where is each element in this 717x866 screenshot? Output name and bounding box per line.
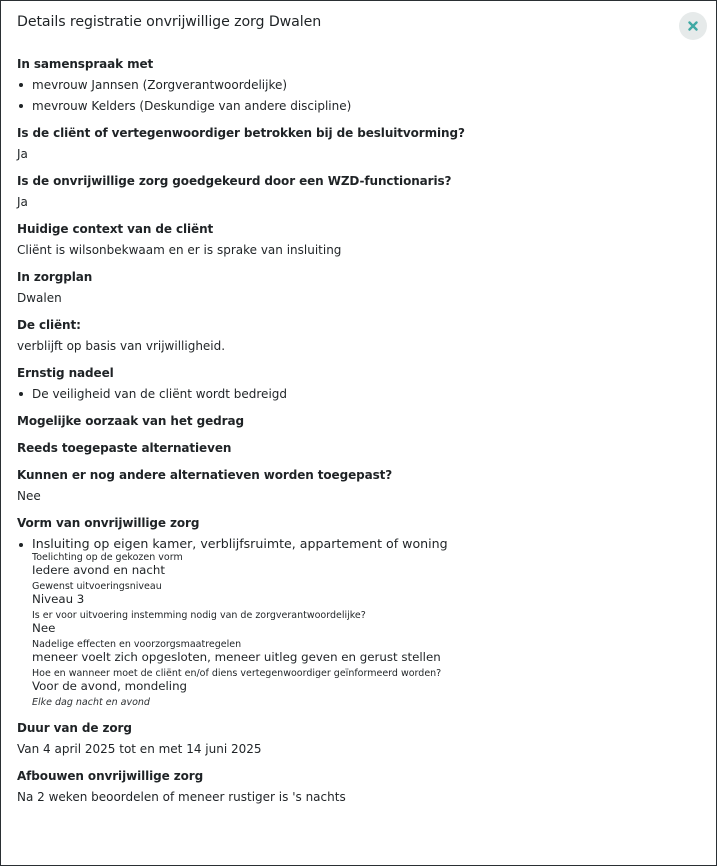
vorm-item [17,536,677,709]
section-label: Huidige context van de cliënt [17,222,214,236]
close-icon [688,21,698,31]
section-goedgekeurd [17,173,677,210]
detail-label: Nadelige effecten en voorzorgsmaatregelen [32,639,242,650]
section-samenspraak [17,56,677,114]
detail-value: Voor de avond, mondeling [32,679,188,693]
section-value: Ja [17,195,28,209]
section-value: Van 4 april 2025 tot en met 14 juni 2025 [17,742,262,756]
detail-nadelige-effecten [32,639,677,664]
section-afbouwen [17,768,677,805]
section-zorgplan [17,269,677,306]
section-value: verblijft op basis van vrijwilligheid. [17,339,226,353]
detail-value: meneer voelt zich opgesloten, meneer uitleg geven en gerust stellen [32,650,441,664]
vorm-title: Insluiting op eigen kamer, verblijfsruimte, appartement of woning [32,536,448,551]
section-label: Reeds toegepaste alternatieven [17,441,232,455]
detail-informeren [32,668,677,693]
bullet-icon [19,104,23,108]
section-label: Duur van de zorg [17,721,132,735]
detail-label: Is er voor uitvoering instemming nodig van de zorgverantwoordelijke? [32,610,366,621]
detail-uitvoeringsniveau [32,581,677,606]
close-button[interactable] [679,12,707,40]
section-oorzaak [17,413,677,429]
modal-title: Details registratie onvrijwillige zorg Dwalen [17,14,322,30]
list-item-text: mevrouw Kelders (Deskundige van andere discipline) [32,99,352,113]
section-label: Mogelijke oorzaak van het gedrag [17,414,244,428]
section-label: Vorm van onvrijwillige zorg [17,516,200,530]
section-label: De cliënt: [17,318,81,332]
detail-note: Elke dag nacht en avond [32,697,150,708]
detail-instemming [32,610,677,635]
nadeel-list [17,386,677,402]
list-item [17,98,677,114]
section-betrokken [17,125,677,162]
detail-value: Niveau 3 [32,592,85,606]
detail-toelichting [32,552,677,577]
section-label: Is de cliënt of vertegenwoordiger betrokken bij de besluitvorming? [17,126,465,140]
list-item [17,386,677,402]
section-nadeel [17,365,677,402]
section-client [17,317,677,354]
section-label: In zorgplan [17,270,93,284]
samenspraak-list [17,77,677,114]
bullet-icon [19,392,23,396]
list-item-text: De veiligheid van de cliënt wordt bedreigd [32,387,288,401]
section-vorm [17,515,677,709]
section-value: Cliënt is wilsonbekwaam en er is sprake van insluiting [17,243,342,257]
detail-label: Hoe en wanneer moet de cliënt en/of diens vertegenwoordiger geïnformeerd worden? [32,668,442,679]
detail-label: Gewenst uitvoeringsniveau [32,581,162,592]
detail-label: Toelichting op de gekozen vorm [32,552,183,563]
section-value: Na 2 weken beoordelen of meneer rustiger is 's nachts [17,790,346,804]
section-context [17,221,677,258]
detail-value: Iedere avond en nacht [32,563,166,577]
section-label: Is de onvrijwillige zorg goedgekeurd door een WZD-functionaris? [17,174,452,188]
list-item-text: mevrouw Jannsen (Zorgverantwoordelijke) [32,78,288,92]
details-modal [1,1,716,865]
bullet-icon [19,543,23,547]
section-toegepast [17,440,677,456]
section-duur [17,720,677,757]
section-value: Nee [17,489,41,503]
section-label: Kunnen er nog andere alternatieven worden toegepast? [17,468,393,482]
section-value: Ja [17,147,28,161]
section-andere [17,467,677,504]
section-label: Ernstig nadeel [17,366,114,380]
bullet-icon [19,83,23,87]
section-value: Dwalen [17,291,62,305]
section-label: Afbouwen onvrijwillige zorg [17,769,204,783]
section-label: In samenspraak met [17,57,154,71]
details-content [17,56,677,816]
detail-value: Nee [32,621,56,635]
list-item [17,77,677,93]
